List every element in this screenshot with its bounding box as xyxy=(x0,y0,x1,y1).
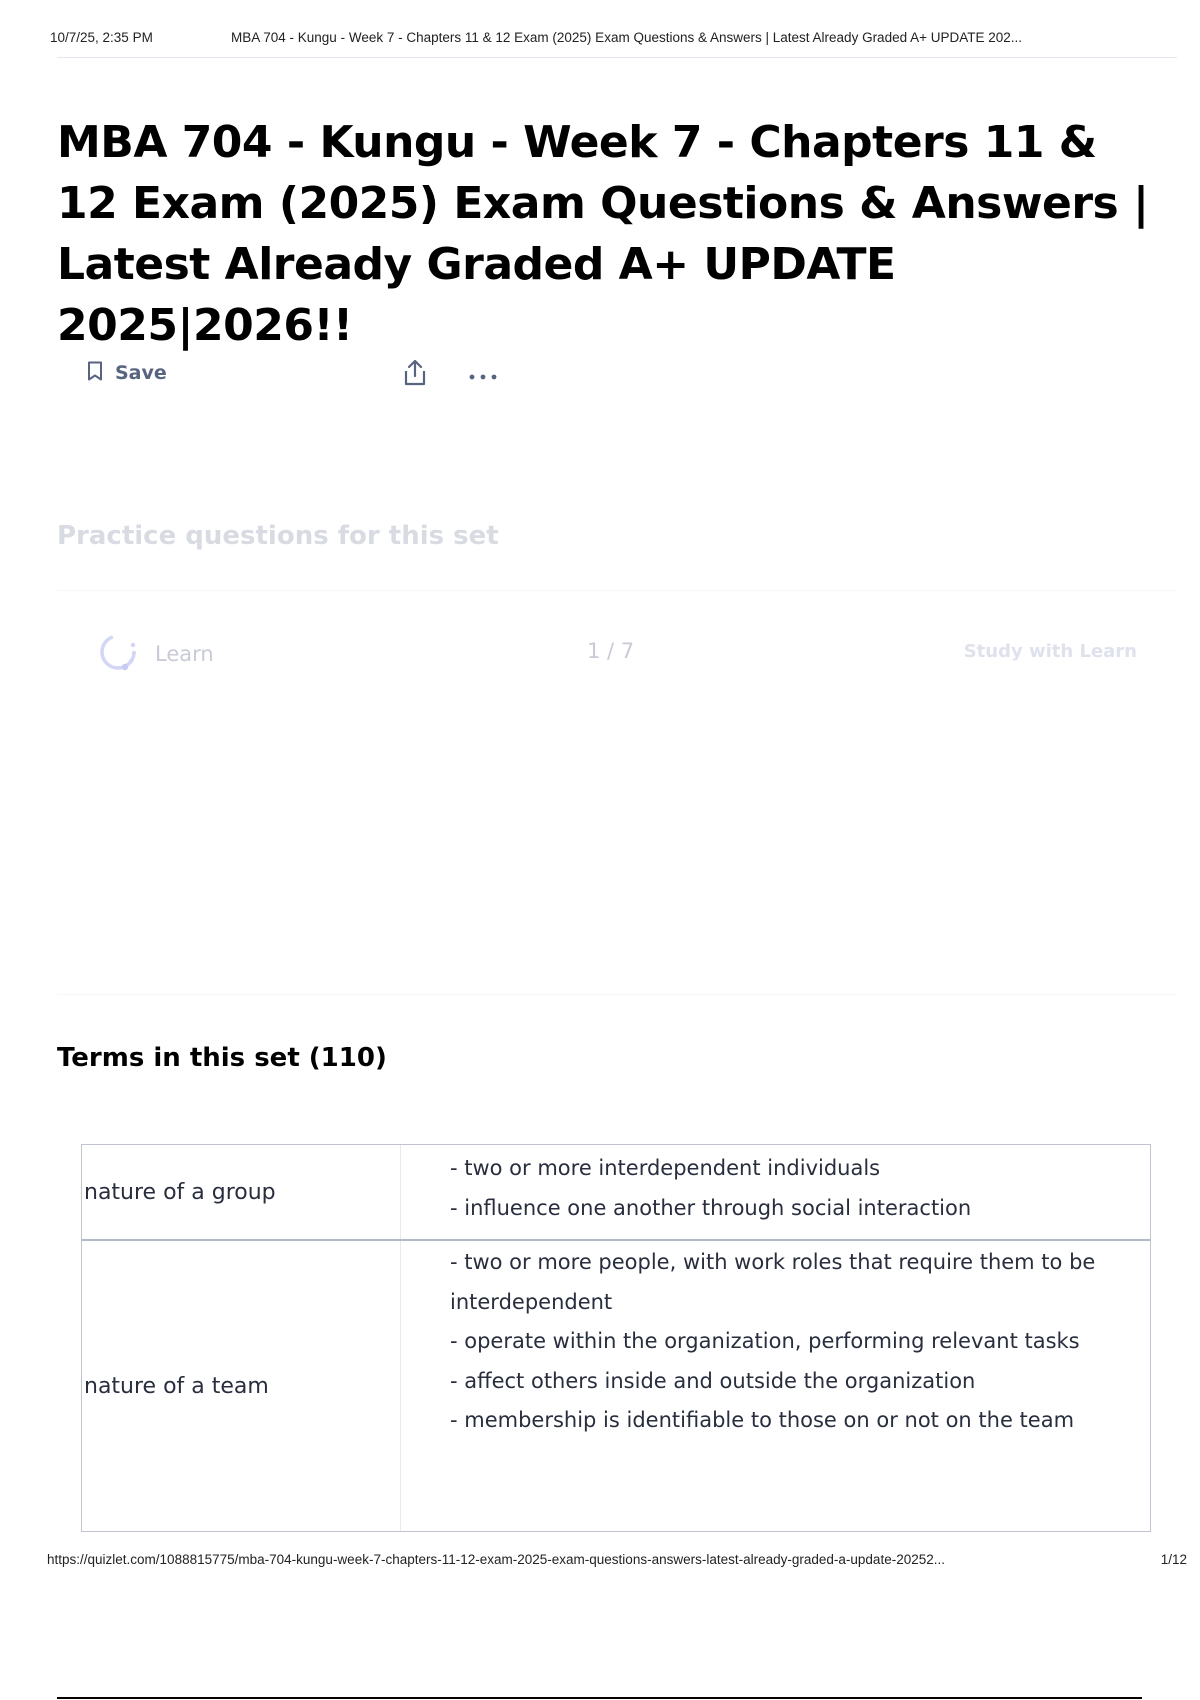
share-icon xyxy=(402,359,428,391)
learn-progress-icon xyxy=(97,631,139,677)
page-number: 1/12 xyxy=(1160,1552,1187,1567)
bottom-divider xyxy=(57,1697,1142,1699)
learn-row xyxy=(97,631,1137,677)
definition-line: - two or more interdependent individuals xyxy=(450,1156,881,1180)
print-header xyxy=(50,30,1180,50)
definition-line: - influence one another through social interaction xyxy=(450,1195,972,1220)
definition-line: - two or more people, with work roles that require them to be interdependent xyxy=(450,1250,1096,1314)
header-divider xyxy=(57,57,1177,58)
definition-cell xyxy=(401,1241,1150,1531)
practice-card xyxy=(57,590,1177,995)
term-cell: nature of a team xyxy=(82,1241,401,1531)
save-label: Save xyxy=(115,362,167,384)
definition-cell xyxy=(401,1145,1150,1239)
print-page-title: MBA 704 - Kungu - Week 7 - Chapters 11 & 12 Exam (2025) Exam Questions & Answers | Latest Already Graded A+ UPDATE 202... xyxy=(231,30,1023,45)
term-cell: nature of a group xyxy=(82,1145,401,1239)
print-footer xyxy=(47,1552,1187,1572)
print-url: https://quizlet.com/1088815775/mba-704-kungu-week-7-chapters-11-12-exam-2025-exam-questions-answers-latest-already-graded-a-update-20252... xyxy=(47,1552,945,1567)
bookmark-icon xyxy=(87,361,103,385)
definition-line: - affect others inside and outside the organization xyxy=(450,1368,976,1393)
practice-heading: Practice questions for this set xyxy=(57,521,499,551)
learn-label: Learn xyxy=(155,642,214,666)
action-bar xyxy=(87,355,507,395)
definition-line: - membership is identifiable to those on or not on the team xyxy=(450,1408,1075,1432)
definition-line: - operate within the organization, performing relevant tasks xyxy=(450,1329,1080,1353)
question-progress: 1 / 7 xyxy=(587,639,635,663)
share-button[interactable] xyxy=(397,357,433,393)
terms-table xyxy=(81,1144,1151,1532)
table-row xyxy=(82,1241,1150,1531)
learn-mode[interactable] xyxy=(97,631,214,677)
set-title: MBA 704 - Kungu - Week 7 - Chapters 11 & 12 Exam (2025) Exam Questions & Answers | Latest Already Graded A+ UPDATE 2025|2026!! xyxy=(57,117,1149,351)
table-row xyxy=(82,1145,1150,1241)
study-with-learn-link[interactable]: Study with Learn xyxy=(963,641,1137,662)
print-datetime: 10/7/25, 2:35 PM xyxy=(50,30,153,45)
more-options-button[interactable] xyxy=(465,357,501,393)
save-button[interactable] xyxy=(87,361,167,385)
more-horizontal-icon xyxy=(468,366,498,385)
terms-heading: Terms in this set (110) xyxy=(57,1043,387,1073)
